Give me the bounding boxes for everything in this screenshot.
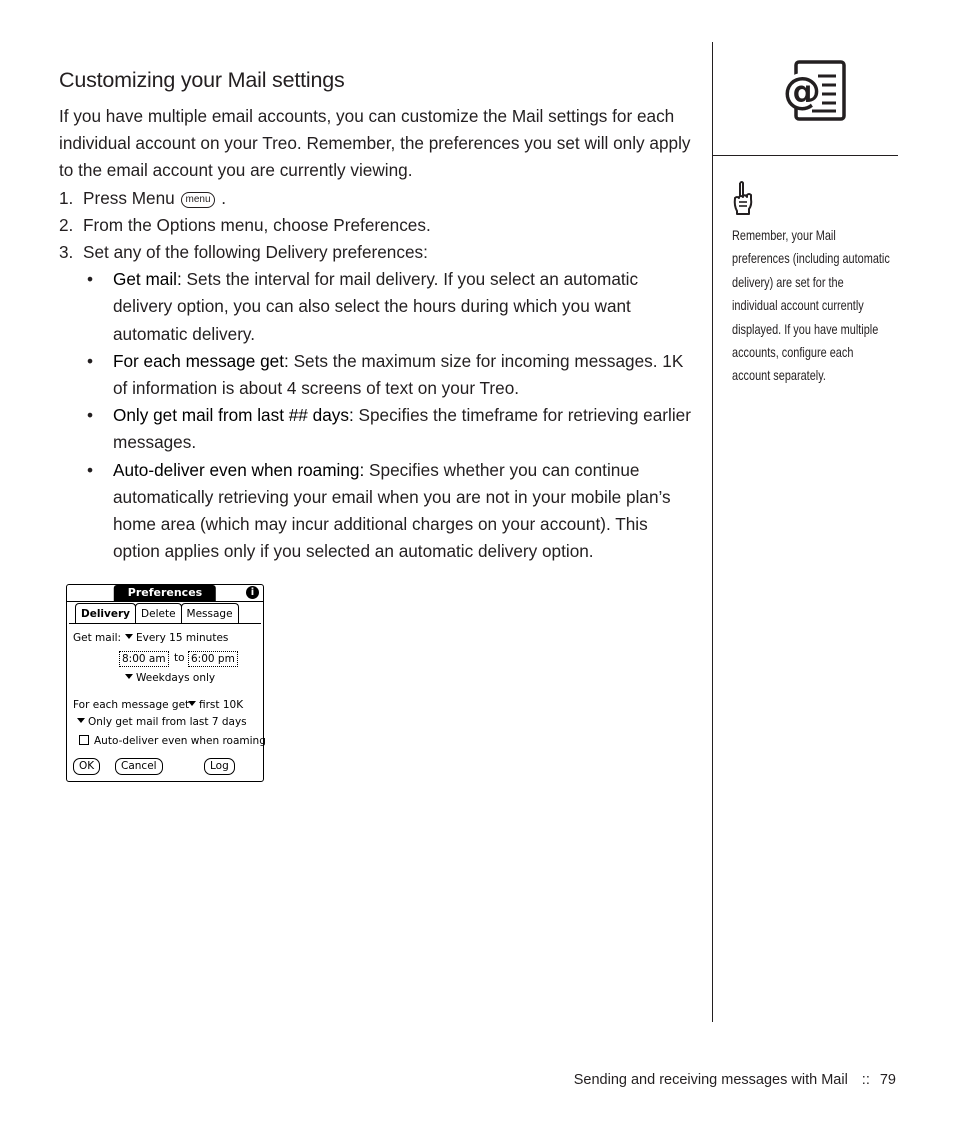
bullet-icon: •: [87, 459, 94, 480]
get-mail-picker[interactable]: [125, 631, 228, 645]
preference-list: [59, 266, 699, 565]
step-number: 2.: [59, 214, 74, 235]
list-item: [59, 402, 699, 456]
step-number: 3.: [59, 242, 74, 263]
each-message-value: first 10K: [199, 699, 244, 711]
screenshot-titlebar: [67, 585, 263, 602]
info-icon[interactable]: i: [246, 586, 259, 599]
ok-button[interactable]: OK: [73, 758, 100, 775]
chapter-title: Sending and receiving messages with Mail: [573, 1072, 848, 1088]
sidebar-divider: [713, 155, 898, 156]
pointing-hand-icon: [731, 180, 755, 216]
svg-text:@: @: [783, 69, 821, 113]
dropdown-arrow-icon: [125, 674, 133, 679]
page-footer: [574, 1072, 896, 1088]
intro-paragraph: If you have multiple email accounts, you can customize the Mail settings for each individual account on your Treo. Remember, the preferences you set will only apply to the email account you are currently viewing.: [59, 106, 691, 181]
term-label: Only get mail from last ## days:: [113, 405, 354, 426]
each-message-label: For each message get: [73, 699, 190, 711]
list-item: [59, 348, 699, 402]
page-number: 79: [879, 1072, 896, 1088]
dropdown-arrow-icon: [77, 718, 85, 723]
roaming-label: Auto-deliver even when roaming: [94, 735, 266, 747]
roaming-checkbox[interactable]: [79, 735, 89, 745]
list-item: [59, 457, 699, 566]
tab-delivery[interactable]: Delivery: [75, 603, 136, 623]
main-column: [59, 68, 699, 565]
tab-bar: [75, 603, 238, 623]
dropdown-arrow-icon: [188, 701, 196, 706]
step-text: Press Menu: [83, 187, 175, 208]
screenshot-title: Preferences: [114, 585, 216, 601]
days-picker[interactable]: [125, 671, 215, 685]
last-days-value: Only get mail from last 7 days: [88, 716, 247, 728]
step-text-after: .: [216, 187, 227, 208]
dropdown-arrow-icon: [125, 634, 133, 639]
menu-key-icon: menu: [181, 192, 214, 208]
term-description: Sets the interval for mail delivery. If you select an automatic delivery option, you can also select the hours during which you want automatic delivery.: [113, 269, 639, 344]
section-title: Customizing your Mail settings: [59, 68, 345, 92]
step-3: [59, 239, 699, 266]
delivery-panel: [69, 623, 266, 779]
preferences-screenshot: [66, 584, 264, 782]
bullet-icon: •: [87, 405, 94, 426]
roaming-checkbox-row[interactable]: [79, 734, 266, 748]
step-2: [59, 212, 699, 239]
days-value: Weekdays only: [136, 672, 216, 684]
each-message-picker[interactable]: [188, 698, 243, 712]
list-item: [59, 266, 699, 348]
footer-separator: ::: [861, 1072, 870, 1088]
step-1: [59, 185, 699, 212]
last-days-picker[interactable]: [77, 715, 247, 729]
step-text: Set any of the following Delivery preferences:: [83, 242, 428, 263]
get-mail-value: Every 15 minutes: [136, 632, 229, 644]
bullet-icon: •: [87, 269, 94, 290]
term-label: Get mail:: [113, 269, 182, 290]
get-mail-label: Get mail:: [73, 632, 122, 644]
mail-document-icon: [780, 60, 848, 122]
step-text: From the Options menu, choose Preferences.: [83, 214, 431, 235]
tab-message[interactable]: Message: [181, 603, 239, 623]
term-description: Specifies whether you can continue automatically retrieving your email when you are not in your mobile plan’s home area (which may incur additional charges on your account). This option applies only if you selected an automatic delivery option.: [113, 459, 671, 562]
term-description: Sets the maximum size for incoming messages. 1K of information is about 4 screens of text on your Treo.: [113, 350, 684, 399]
step-number: 1.: [59, 187, 74, 208]
log-button[interactable]: Log: [204, 758, 235, 775]
cancel-button[interactable]: Cancel: [115, 758, 163, 775]
column-divider: [712, 42, 713, 1022]
bullet-icon: •: [87, 350, 94, 371]
tip-text: Remember, your Mail preferences (including automatic delivery) are set for the individual account currently displayed. If you have multiple accounts, configure each account separately.: [732, 227, 890, 384]
from-time-field[interactable]: 8:00 am: [119, 651, 169, 667]
tab-delete[interactable]: Delete: [135, 603, 182, 623]
term-label: For each message get:: [113, 350, 289, 371]
term-label: Auto-deliver even when roaming:: [113, 459, 365, 480]
term-description: Specifies the timeframe for retrieving earlier messages.: [113, 405, 691, 453]
to-time-field[interactable]: 6:00 pm: [188, 651, 238, 667]
to-label: to: [174, 652, 185, 664]
